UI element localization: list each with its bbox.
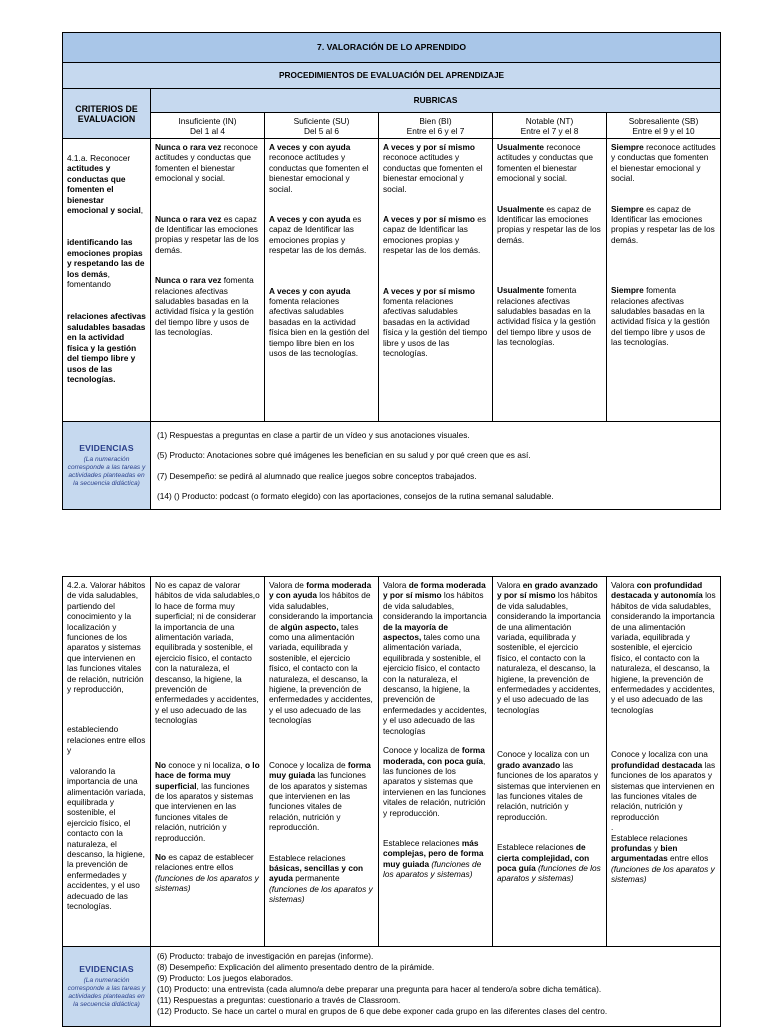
criteria-cell: 4.1.a. Reconocer actitudes y conductas que fomenten el bienestar emocional y social, identificando las emociones propias y respetando las de los demás, fomentando relaciones afectivas saludables basadas en la actividad física y la gestión del tiempo libre y usos de las tecnologías. [63,139,151,422]
evidence-item: (12) Producto. Se hace un cartel o mural en grupos de 6 que debe exponer cada grupo en las diferentes clases del centro. [157,1005,608,1016]
section-title: 7. VALORACIÓN DE LO APRENDIDO [63,33,721,63]
evidence-item: (5) Producto: Anotaciones sobre qué imágenes les benefician en su salud y por qué creen que es así. [157,450,531,461]
rubric-cell-nt: Usualmente reconoce actitudes y conductas que fomenten el bienestar emocional y social. Usualmente es capaz de Identificar las emociones propias y respetar las de los demás. Usualmente fomenta relaciones afectivas saludables basadas en la actividad física y la gestión del tiempo libre y usos de las tecnologías. [493,139,607,422]
section-subtitle: PROCEDIMIENTOS DE EVALUACIÓN DEL APRENDIZAJE [63,63,721,89]
level-header-sb: Sobresaliente (SB) Entre el 9 y el 10 [607,113,721,139]
rubric-cell-sb: Siempre reconoce actitudes y conductas que fomenten el bienestar emocional y social. Siempre es capaz de Identificar las emociones propias y respetar las de los demás. Siempre fomenta relaciones afectivas saludables basadas en la actividad física y la gestión del tiempo libre y usos de las tecnologías. [607,139,721,422]
rubric-table-2 [62,576,721,1027]
rubric-cell-bi: Valora de forma moderada y por sí mismo los hábitos de vida saludables, considerando la importancia de la mayoría de aspectos, tales como una alimentación variada, equilibrada y sostenible, el ejercicio físico, el contacto con la naturaleza, el descanso, la higiene, la prevención de enfermedades y accidentes, y el uso adecuado de las tecnologías Conoce y localiza de forma moderada, con poca guía, las funciones de los aparatos y sistemas que intervienen en las funciones vitales de relación, nutrición y reproducción. Establece relaciones más complejas, pero de forma muy guiada (funciones de los aparatos y sistemas) [379,577,493,947]
rubric-cell-bi: A veces y por sí mismo reconoce actitudes y conductas que fomenten el bienestar emocional y social. A veces y por sí mismo es capaz de Identificar las emociones propias y respetar las de los demás. A veces y por sí mismo fomenta relaciones afectivas saludables basadas en la actividad física y la gestión del tiempo libre y usos de las tecnologías. [379,139,493,422]
evidence-item: (6) Producto: trabajo de investigación en parejas (informe). [157,951,374,961]
rubric-table-1 [62,32,721,510]
level-header-su: Suficiente (SU) Del 5 al 6 [265,113,379,139]
evidencias-label: EVIDENCIAS (La numeración corresponde a las tareas y actividades planteadas en la secuencia didáctica) [63,422,151,510]
level-header-nt: Notable (NT) Entre el 7 y el 8 [493,113,607,139]
rubric-cell-sb: Valora con profundidad destacada y autonomía los hábitos de vida saludables, considerando la importancia de una alimentación variada, equilibrada y sostenible, el ejercicio físico, el contacto con la naturaleza, el descanso, la higiene, la prevención de enfermedades y accidentes, y el uso adecuado de las tecnologías Conoce y localiza con una profundidad destacada las funciones de los aparatos y sistemas que intervienen en las funciones vitales de relación, nutrición y reproducción . Establece relaciones profundas y bien argumentadas entre ellos (funciones de los aparatos y sistemas) [607,577,721,947]
rubric-cell-su: A veces y con ayuda reconoce actitudes y conductas que fomenten el bienestar emocional y social. A veces y con ayuda es capaz de Identificar las emociones propias y respetar las de los demás. A veces y con ayuda fomenta relaciones afectivas saludables basadas en la actividad física bien en la gestión del tiempo libre bien en los usos de las tecnologías. [265,139,379,422]
rubric-cell-nt: Valora en grado avanzado y por sí mismo los hábitos de vida saludables, considerando la importancia de una alimentación variada, equilibrada y sostenible, el ejercicio físico, el contacto con la naturaleza, el descanso, la higiene, la prevención de enfermedades y accidentes, y el uso adecuado de las tecnologías Conoce y localiza con un grado avanzado las funciones de los aparatos y sistemas que intervienen en las funciones vitales de relación, nutrición y reproducción. Establece relaciones de cierta complejidad, con poca guía (funciones de los aparatos y sistemas) [493,577,607,947]
evidence-item: (8) Desempeño: Explicación del alimento presentado dentro de la pirámide. [157,961,435,972]
rubric-cell-in: Nunca o rara vez reconoce actitudes y conductas que fomenten el bienestar emocional y social. Nunca o rara vez es capaz de Identificar las emociones propias y respetar las de los demás. Nunca o rara vez fomenta relaciones afectivas saludables basadas en la actividad física y la gestión del tiempo libre y usos de las tecnologías. [151,139,265,422]
evidencias-label: EVIDENCIAS (La numeración corresponde a las tareas y actividades planteadas en la secuencia didáctica) [63,947,151,1027]
evidence-item: (7) Desempeño: se pedirá al alumnado que realice juegos sobre conceptos trabajados. [157,470,477,481]
evidencias-list [151,947,721,1027]
criteria-header: CRITERIOS DE EVALUACION [63,89,151,139]
evidence-item: (1) Respuestas a preguntas en clase a partir de un vídeo y sus anotaciones visuales. [157,429,470,440]
rubric-cell-in: No es capaz de valorar hábitos de vida saludables,o lo hace de forma muy superficial; ni de considerar la importancia de una alimentación variada, equilibrada y sostenible, el ejercicio físico, el contacto con la naturaleza, el descanso, la higiene, la prevención de enfermedades y accidentes, y el uso adecuado de las tecnologías No conoce y ni localiza, o lo hace de forma muy superficial, las funciones de los aparatos y sistemas que intervienen en las funciones vitales de relación, nutrición y reproducción. No es capaz de establecer relaciones entre ellos (funciones de los aparatos y sistemas) [151,577,265,947]
rubric-cell-su: Valora de forma moderada y con ayuda los hábitos de vida saludables, considerando la importancia de algún aspecto, tales como una alimentación variada, equilibrada y sostenible, el ejercicio físico, el contacto con la naturaleza, el descanso, la higiene, la prevención de enfermedades y accidentes, y el uso adecuado de las tecnologías Conoce y localiza de forma muy guiada las funciones de los aparatos y sistemas que intervienen en las funciones vitales de relación, nutrición y reproducción. Establece relaciones básicas, sencillas y con ayuda permanente (funciones de los aparatos y sistemas) [265,577,379,947]
rubricas-header: RUBRICAS [151,89,721,113]
evidence-item: (14) () Producto: podcast (o formato elegido) con las aportaciones, consejos de la rutina semanal saludable. [157,490,554,501]
evidence-item: (9) Producto: Los juegos elaborados. [157,972,294,983]
level-header-bi: Bien (BI) Entre el 6 y el 7 [379,113,493,139]
criteria-cell: 4.2.a. Valorar hábitos de vida saludables, partiendo del conocimiento y la localización y funciones de los aparatos y sistemas que intervienen en las funciones vitales de relación, nutrición y reproducción, estableciendo relaciones entre ellos y valorando la importancia de una alimentación variada, equilibrada y sostenible, el ejercicio físico, el contacto con la naturaleza, el descanso, la higiene, la prevención de enfermedades y accidentes, y el uso adecuado de las tecnologías. [63,577,151,947]
level-header-in: Insuficiente (IN) Del 1 al 4 [151,113,265,139]
evidence-item: (10) Producto: una entrevista (cada alumno/a debe preparar una pregunta para hacer al tendero/a sobre dicha temática). [157,983,602,994]
evidence-item: (11) Respuestas a preguntas: cuestionario a través de Classroom. [157,994,401,1005]
evidencias-list [151,422,721,510]
